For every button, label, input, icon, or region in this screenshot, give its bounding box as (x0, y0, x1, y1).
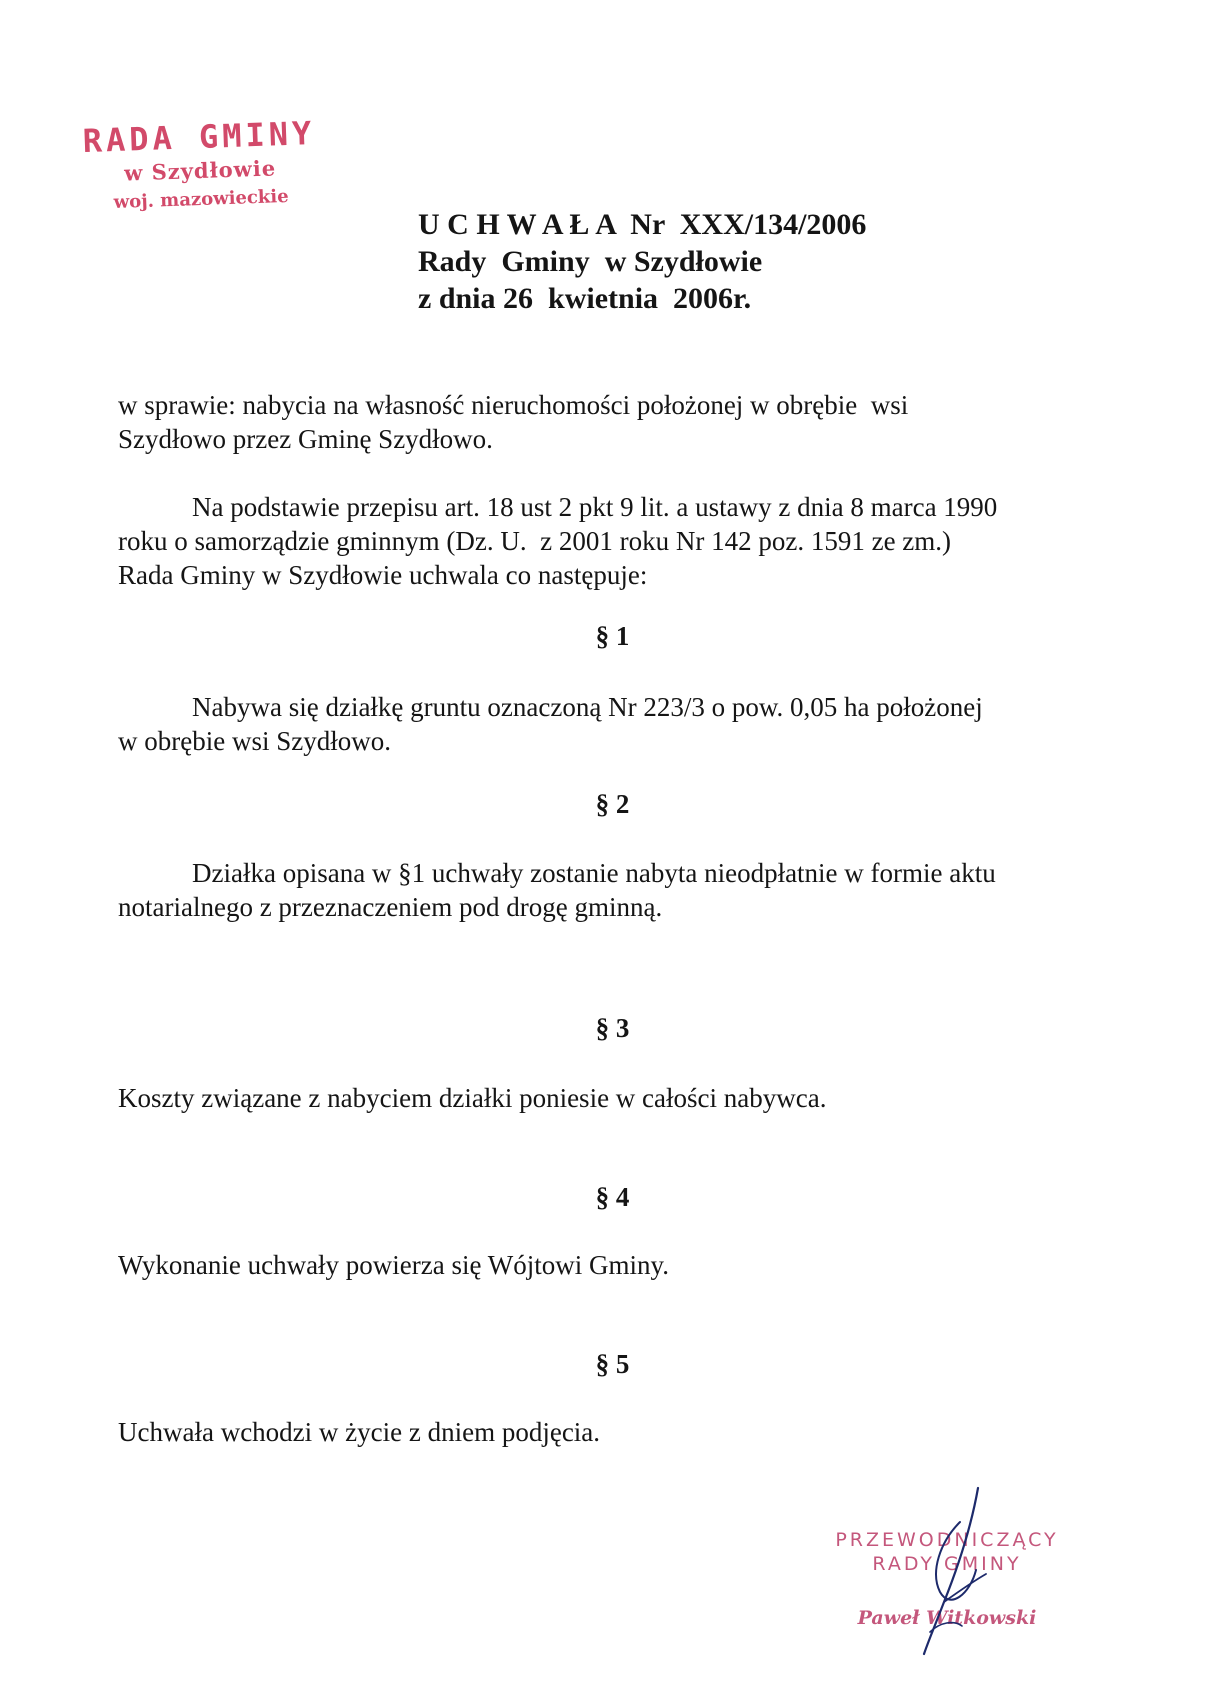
subject-paragraph (118, 388, 1078, 456)
section-3-text (118, 1081, 1078, 1115)
section-heading-2: § 2 (595, 789, 630, 819)
preamble-line: Rada Gminy w Szydłowie uchwala co następuje: (118, 560, 648, 590)
section-line: Wykonanie uchwały powierza się Wójtowi Gminy. (118, 1250, 669, 1280)
section-line: notarialnego z przeznaczeniem pod drogę gminną. (118, 892, 663, 922)
preamble-line: Na podstawie przepisu art. 18 ust 2 pkt 9 lit. a ustawy z dnia 8 marca 1990 (192, 492, 998, 522)
subject-line: w sprawie: nabycia na własność nieruchomości położonej w obrębie wsi (118, 390, 909, 420)
section-line: w obrębie wsi Szydłowo. (118, 726, 391, 756)
resolution-title (418, 206, 866, 317)
section-2-text (118, 856, 1078, 924)
section-5-text (118, 1415, 1078, 1449)
council-stamp (58, 113, 341, 219)
stamp-line-town: w Szydłowie (123, 155, 277, 186)
title-line-number: U C H W A Ł A Nr XXX/134/2006 (418, 208, 867, 241)
preamble-line: roku o samorządzie gminnym (Dz. U. z 2001 roku Nr 142 poz. 1591 ze zm.) (118, 526, 952, 556)
stamp-line-province: woj. mazowieckie (113, 185, 289, 214)
section-heading-1: § 1 (595, 621, 630, 651)
section-heading-4: § 4 (595, 1182, 630, 1212)
section-line: Nabywa się działkę gruntu oznaczoną Nr 223/3 o pow. 0,05 ha położonej (192, 692, 983, 722)
section-heading-5: § 5 (595, 1349, 630, 1379)
title-line-date: z dnia 26 kwietnia 2006r. (418, 282, 752, 315)
section-line: Działka opisana w §1 uchwały zostanie nabyta nieodpłatnie w formie aktu (192, 858, 996, 888)
stamp-line-council: RADA GMINY (82, 113, 316, 161)
section-line: Koszty związane z nabyciem działki poniesie w całości nabywca. (118, 1083, 827, 1113)
title-line-council: Rady Gminy w Szydłowie (418, 245, 763, 278)
section-4-text (118, 1248, 1078, 1282)
chairman-stamp-title: PRZEWODNICZĄCY (835, 1529, 1059, 1551)
section-line: Uchwała wchodzi w życie z dniem podjęcia. (118, 1417, 601, 1447)
handwritten-signature (900, 1482, 1010, 1662)
chairman-stamp-council: RADY GMINY (872, 1553, 1022, 1575)
chairman-stamp-name: Paweł Witkowski (857, 1607, 1037, 1629)
preamble-paragraph (118, 490, 1078, 592)
section-heading-3: § 3 (595, 1013, 630, 1043)
subject-line: Szydłowo przez Gminę Szydłowo. (118, 424, 493, 454)
section-1-text (118, 690, 1078, 758)
